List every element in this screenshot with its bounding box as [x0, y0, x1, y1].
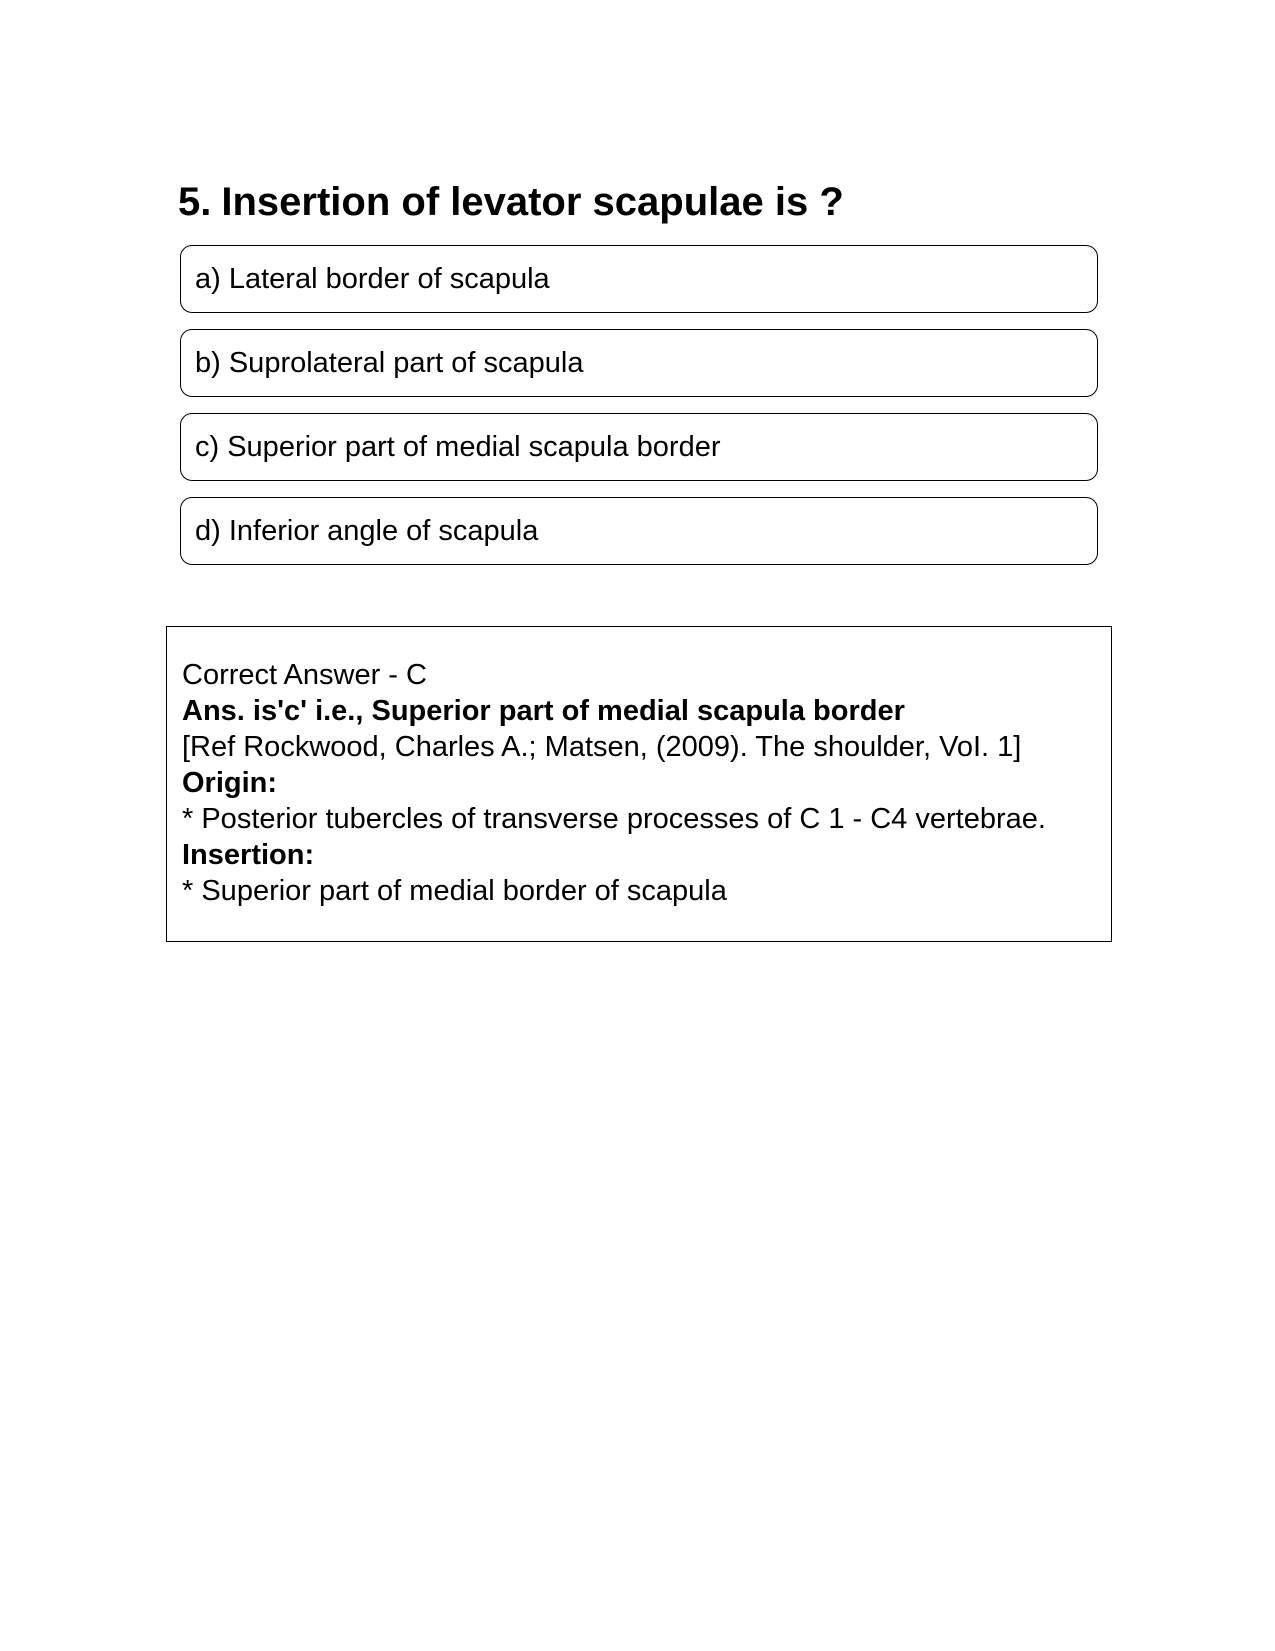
option-c[interactable]: [180, 413, 1098, 481]
option-c-label: c) Superior part of medial scapula border: [195, 430, 721, 463]
question-text: Insertion of levator scapulae is ?: [221, 180, 844, 224]
answer-statement: Ans. is'c' i.e., Superior part of medial scapula border: [182, 695, 905, 727]
question-heading: [178, 176, 844, 228]
option-a-label: a) Lateral border of scapula: [195, 262, 550, 295]
insertion-text: * Superior part of medial border of scapula: [182, 875, 727, 907]
answer-explanation-box: [166, 626, 1112, 942]
option-a[interactable]: [180, 245, 1098, 313]
correct-answer-line: Correct Answer - C: [182, 659, 427, 691]
option-b-label: b) Suprolateral part of scapula: [195, 346, 584, 379]
option-d-label: d) Inferior angle of scapula: [195, 514, 539, 547]
origin-heading: Origin:: [182, 767, 278, 799]
question-number: 5.: [178, 180, 212, 224]
reference-line: [Ref Rockwood, Charles A.; Matsen, (2009). The shoulder, VoI. 1]: [182, 731, 1022, 763]
insertion-heading: Insertion:: [182, 839, 315, 871]
option-b[interactable]: [180, 329, 1098, 397]
origin-text: * Posterior tubercles of transverse processes of C 1 - C4 vertebrae.: [182, 803, 1046, 835]
options-list: [180, 245, 1098, 581]
option-d[interactable]: [180, 497, 1098, 565]
